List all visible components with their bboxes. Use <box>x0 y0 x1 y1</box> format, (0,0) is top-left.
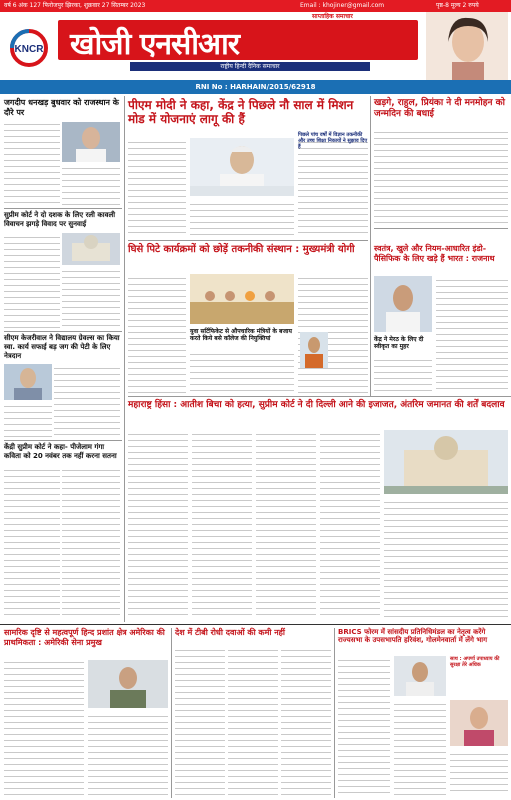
army-chief-photo <box>88 660 168 708</box>
column-rule <box>334 628 335 798</box>
lead-headline: पीएम मोदी ने कहा, केंद्र ने पिछले नौ साल में मिशन मोड में योजनाएं लागू की हैं <box>128 98 354 126</box>
newspaper-title: खोजी एनसीआर <box>70 27 240 62</box>
yogi-event-photo <box>190 274 294 324</box>
rajnath-text <box>436 276 508 394</box>
pm-modi-photo <box>190 138 294 196</box>
email-info: Email : khojiner@gmail.com <box>300 2 385 9</box>
left-story1-headline: जगदीप धनखड़ बुधवार को राजस्थान के दौरे पर <box>4 98 119 117</box>
bottom-story1-text <box>4 658 84 796</box>
column-rule <box>171 628 172 798</box>
lead-text-col2 <box>190 200 294 238</box>
yogi-subhead: युवा सर्टिफिकेट से औपचारिक मंत्रियों के बजाय करते किये बसे कॉलेज की नियुक्तियां <box>190 328 292 342</box>
supreme-court-building-photo <box>384 430 508 494</box>
left-story2-headline: सुप्रीम कोर्ट ने दो दशक के लिए रली कावली विवाचन झगड़े विवाद पर सुनवाई <box>4 211 116 228</box>
divider <box>4 331 122 332</box>
celebrity-photo <box>426 12 508 80</box>
bottom-story3-text-2 <box>394 700 446 796</box>
left-story4-headline: केंद्री सुप्रीम कोर्ट ने कहा- पीजेलाम गंगा कविता को 20 नवंबर तक नहीं करना सतना <box>4 443 117 460</box>
divider <box>4 440 122 441</box>
left-story3-headline: सीएम केजरीवाल ने विद्यालय ग्रेवल्स का किया स्वा. कार्य सफाई बड़ जग की पेटी के लिए नेत्रदान <box>4 334 120 360</box>
rajnath-photo <box>374 276 432 332</box>
yogi-text-col1 <box>128 274 186 394</box>
bottom-story2-text-2 <box>228 646 278 796</box>
lower-headline: महाराष्ट्र हिंसा : आतीश बिचा को हत्या, सुप्रीम कोर्ट ने दी दिल्ली आने की इजाजत, अंतरिम जमानत की शर्तें बदलाव <box>128 400 505 410</box>
column-rule <box>370 96 371 396</box>
left-story3-text-2 <box>4 402 52 438</box>
supreme-court-photo <box>62 233 120 265</box>
title-band <box>58 20 418 60</box>
woman-photo <box>450 700 508 746</box>
yogi-text-col2 <box>190 350 294 394</box>
bottom-story4-text <box>450 750 508 796</box>
issue-info: वर्ष 6 अंक 127 फिरोजपुर झिरका, शुक्रवार 27 सितम्बर 2023 <box>4 2 146 9</box>
logo-text: KNCR <box>14 44 44 55</box>
left-story4-text-2 <box>62 466 120 620</box>
portrait-photo <box>300 332 328 368</box>
lower-text-col3 <box>256 430 316 620</box>
lead-subhead: पिछले पांच वर्षों में विज्ञान तकनीकी और उच्च शिक्षा निकायों ने सुझाव दिए हैं <box>298 132 368 150</box>
top-info-bar <box>0 0 511 12</box>
rajnath-headline: स्वतंत्र, खुले और नियम-आधारित इंडो-पैसिफिक के लिए खड़े हैं भारत : राजनाथ <box>374 244 495 263</box>
kejriwal-photo <box>4 364 52 400</box>
right-small-text <box>374 356 432 394</box>
kncr-logo <box>6 28 52 68</box>
weekly-tag: साप्ताहिक समाचार <box>312 13 353 20</box>
lower-text-col1 <box>128 430 188 620</box>
left-story2-text-2 <box>62 267 120 329</box>
bottom-story2-headline: देश में टीबी रोधी दवाओं की कमी नहीं <box>175 628 285 637</box>
rni-strip: RNI No : HARHAIN/2015/62918 <box>0 80 511 94</box>
divider <box>128 396 511 397</box>
yogi-headline: घिसे पिटे कार्यक्रमों को छोड़ें तकनीकी संस्थान : मुख्यमंत्री योगी <box>128 244 355 255</box>
lead-text-col3 <box>298 138 368 238</box>
tagline: राष्ट्रीय हिन्दी दैनिक समाचार <box>130 62 370 71</box>
divider <box>128 240 368 241</box>
left-story2-text <box>4 233 60 329</box>
bottom-story2-text-1 <box>175 646 225 796</box>
kharge-text <box>374 128 508 224</box>
bottom-photo-caption: साथ : अपर्णा उपाध्याय की सुरक्षा तेरे अधिक <box>450 656 500 668</box>
kharge-headline: खड़गे, राहुल, प्रियंका ने दी मनमोहन को जन्मदिन की बधाई <box>374 98 505 119</box>
bottom-story1-headline: सामरिक दृष्टि से महत्वपूर्ण हिन्द प्रशांत क्षेत्र अमेरिका की प्राथमिकता : अमेरिकी सेना प्रमुख <box>4 628 165 647</box>
harivansh-photo <box>394 656 446 696</box>
masthead <box>0 12 511 80</box>
lead-text-col1 <box>128 138 186 238</box>
bottom-story2-text-3 <box>281 646 331 796</box>
left-story4-text <box>4 466 60 620</box>
lower-text-col2 <box>192 430 252 620</box>
left-story1-text <box>4 120 60 206</box>
column-rule <box>124 96 125 622</box>
divider <box>4 208 122 209</box>
bottom-divider <box>0 624 511 625</box>
lower-text-col5 <box>384 498 508 620</box>
bottom-story1-text-2 <box>88 712 168 796</box>
lower-text-col4 <box>320 430 380 620</box>
left-story3-text <box>54 364 120 438</box>
divider <box>374 228 508 229</box>
price-info: पृष्ठ-8 मूल्य 2 रुपये <box>436 2 479 9</box>
bottom-story3-text-1 <box>338 656 390 796</box>
right-small-headline: केंद्र ने मेरठ के लिए दी स्वीकृत का मुहर <box>374 336 424 350</box>
dhankhar-photo <box>62 122 120 162</box>
left-story1-text-2 <box>62 164 120 206</box>
bottom-story3-headline: BRICS फोरम में सांसदीय प्रतिनिधिमंडल का नेतृत्व करेंगे राज्यसभा के उपसभापति हरिवंश, गोलमेनवार्ता में लेंगे भाग <box>338 628 488 644</box>
